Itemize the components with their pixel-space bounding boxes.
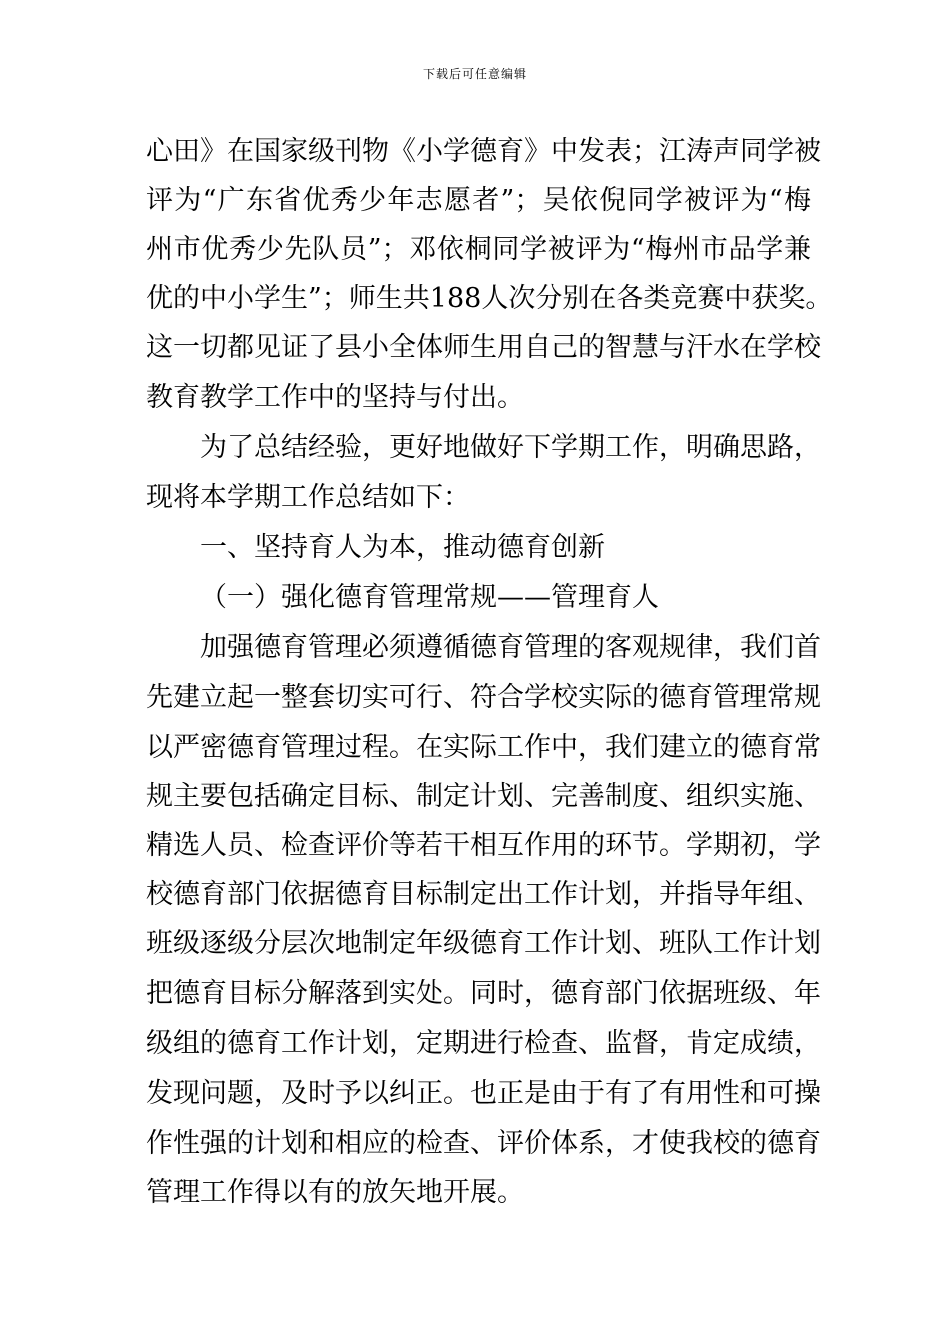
text-line: 现将本学期工作总结如下： xyxy=(146,482,470,513)
paragraph-first-line: 加强德育管理必须遵循德育管理的客观规律，我们首 xyxy=(200,632,821,663)
text-line: 把德育目标分解落到实处。同时，德育部门依据班级、年 xyxy=(146,978,821,1009)
text-line: 管理工作得以有的放矢地开展。 xyxy=(146,1177,524,1208)
subsection-heading: （一）强化德育管理常规——管理育人 xyxy=(200,582,659,613)
text-line: 以严密德育管理过程。在实际工作中，我们建立的德育常 xyxy=(146,732,821,763)
text-line: 精选人员、检查评价等若干相互作用的环节。学期初，学 xyxy=(146,830,821,861)
text-line: 优的中小学生”；师生共188人次分别在各类竞赛中获奖。 xyxy=(146,283,833,314)
text-line: 规主要包括确定目标、制定计划、完善制度、组织实施、 xyxy=(146,781,821,812)
text-line: 发现问题，及时予以纠正。也正是由于有了有用性和可操 xyxy=(146,1078,821,1109)
header-note: 下载后可任意编辑 xyxy=(422,67,527,81)
text-line: 先建立起一整套切实可行、符合学校实际的德育管理常规 xyxy=(146,682,821,713)
text-line: 校德育部门依据德育目标制定出工作计划，并指导年组、 xyxy=(146,879,821,910)
paragraph-first-line: 为了总结经验，更好地做好下学期工作，明确思路， xyxy=(200,432,821,463)
text-line: 心田》在国家级刊物《小学德育》中发表；江涛声同学被 xyxy=(146,136,821,167)
text-line: 评为“广东省优秀少年志愿者”；吴依倪同学被评为“梅 xyxy=(146,185,811,216)
text-line: 州市优秀少先队员”；邓依桐同学被评为“梅州市品学兼 xyxy=(146,234,811,265)
text-line: 教育教学工作中的坚持与付出。 xyxy=(146,382,524,413)
text-line: 这一切都见证了县小全体师生用自己的智慧与汗水在学校 xyxy=(146,332,821,363)
text-line: 级组的德育工作计划，定期进行检查、监督，肯定成绩， xyxy=(146,1028,821,1059)
text-line: 作性强的计划和相应的检查、评价体系，才使我校的德育 xyxy=(146,1128,821,1159)
text-line: 班级逐级分层次地制定年级德育工作计划、班队工作计划 xyxy=(146,928,821,959)
section-heading: 一、坚持育人为本，推动德育创新 xyxy=(200,532,605,563)
